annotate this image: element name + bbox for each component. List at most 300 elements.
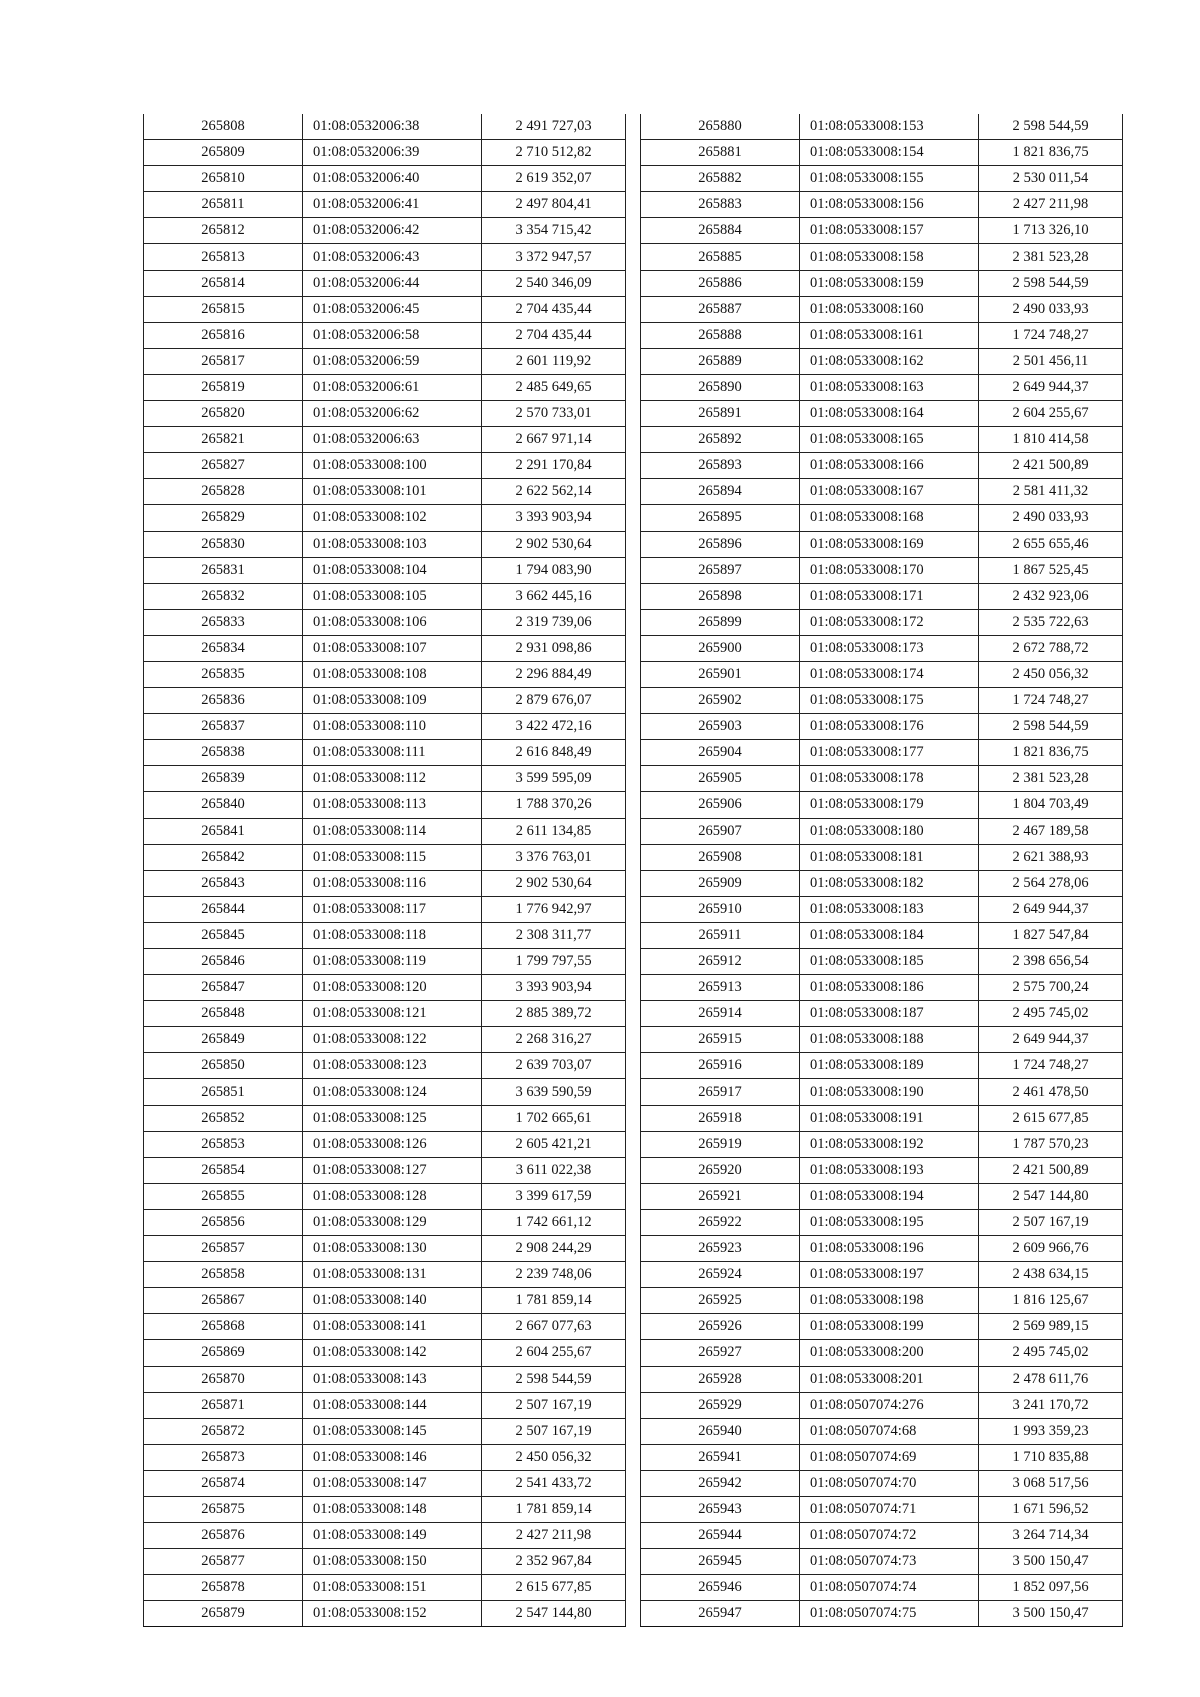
value-cell: 2 569 989,15 bbox=[979, 1314, 1123, 1340]
cadastral-number-cell: 01:08:0533008:123 bbox=[303, 1053, 482, 1079]
value-cell: 2 467 189,58 bbox=[979, 818, 1123, 844]
table-row bbox=[641, 1183, 1123, 1209]
table-row bbox=[641, 1575, 1123, 1601]
table-row bbox=[144, 1366, 626, 1392]
cadastral-number-cell: 01:08:0533008:141 bbox=[303, 1314, 482, 1340]
cadastral-number-cell: 01:08:0533008:158 bbox=[800, 244, 979, 270]
table-row bbox=[641, 1340, 1123, 1366]
cadastral-number-cell: 01:08:0533008:153 bbox=[800, 114, 979, 140]
value-cell: 2 609 966,76 bbox=[979, 1236, 1123, 1262]
record-id-cell: 265811 bbox=[144, 192, 303, 218]
value-cell: 2 902 530,64 bbox=[482, 870, 626, 896]
record-id-cell: 265890 bbox=[641, 374, 800, 400]
record-id-cell: 265839 bbox=[144, 766, 303, 792]
cadastral-number-cell: 01:08:0533008:171 bbox=[800, 583, 979, 609]
table-row bbox=[144, 1236, 626, 1262]
table-row bbox=[144, 374, 626, 400]
value-cell: 3 372 947,57 bbox=[482, 244, 626, 270]
cadastral-number-cell: 01:08:0533008:176 bbox=[800, 714, 979, 740]
record-id-cell: 265854 bbox=[144, 1157, 303, 1183]
record-id-cell: 265828 bbox=[144, 479, 303, 505]
cadastral-number-cell: 01:08:0533008:200 bbox=[800, 1340, 979, 1366]
record-id-cell: 265845 bbox=[144, 922, 303, 948]
table-row bbox=[641, 192, 1123, 218]
cadastral-number-cell: 01:08:0533008:177 bbox=[800, 740, 979, 766]
record-id-cell: 265847 bbox=[144, 975, 303, 1001]
table-row bbox=[641, 1027, 1123, 1053]
cadastral-number-cell: 01:08:0532006:40 bbox=[303, 166, 482, 192]
cadastral-number-cell: 01:08:0533008:178 bbox=[800, 766, 979, 792]
record-id-cell: 265844 bbox=[144, 896, 303, 922]
cadastral-number-cell: 01:08:0533008:131 bbox=[303, 1262, 482, 1288]
record-id-cell: 265889 bbox=[641, 348, 800, 374]
cadastral-number-cell: 01:08:0533008:124 bbox=[303, 1079, 482, 1105]
record-id-cell: 265830 bbox=[144, 531, 303, 557]
value-cell: 2 879 676,07 bbox=[482, 688, 626, 714]
value-cell: 1 787 570,23 bbox=[979, 1131, 1123, 1157]
record-id-cell: 265852 bbox=[144, 1105, 303, 1131]
table-row bbox=[144, 896, 626, 922]
record-id-cell: 265913 bbox=[641, 975, 800, 1001]
table-row bbox=[144, 1340, 626, 1366]
table-row bbox=[144, 296, 626, 322]
value-cell: 3 241 170,72 bbox=[979, 1392, 1123, 1418]
value-cell: 2 598 544,59 bbox=[979, 714, 1123, 740]
record-id-cell: 265919 bbox=[641, 1131, 800, 1157]
value-cell: 2 461 478,50 bbox=[979, 1079, 1123, 1105]
table-row bbox=[144, 1079, 626, 1105]
record-id-cell: 265868 bbox=[144, 1314, 303, 1340]
cadastral-number-cell: 01:08:0507074:75 bbox=[800, 1601, 979, 1627]
value-cell: 1 852 097,56 bbox=[979, 1575, 1123, 1601]
record-id-cell: 265917 bbox=[641, 1079, 800, 1105]
table-row bbox=[641, 714, 1123, 740]
value-cell: 2 598 544,59 bbox=[482, 1366, 626, 1392]
value-cell: 2 619 352,07 bbox=[482, 166, 626, 192]
cadastral-number-cell: 01:08:0533008:103 bbox=[303, 531, 482, 557]
table-row bbox=[641, 453, 1123, 479]
cadastral-number-cell: 01:08:0532006:44 bbox=[303, 270, 482, 296]
value-cell: 2 616 848,49 bbox=[482, 740, 626, 766]
table-row bbox=[144, 479, 626, 505]
cadastral-number-cell: 01:08:0532006:45 bbox=[303, 296, 482, 322]
cadastral-number-cell: 01:08:0533008:115 bbox=[303, 844, 482, 870]
cadastral-number-cell: 01:08:0532006:43 bbox=[303, 244, 482, 270]
record-id-cell: 265899 bbox=[641, 609, 800, 635]
cadastral-number-cell: 01:08:0533008:185 bbox=[800, 949, 979, 975]
value-cell: 2 495 745,02 bbox=[979, 1001, 1123, 1027]
value-cell: 2 507 167,19 bbox=[482, 1418, 626, 1444]
record-id-cell: 265891 bbox=[641, 401, 800, 427]
value-cell: 3 399 617,59 bbox=[482, 1183, 626, 1209]
table-row bbox=[641, 322, 1123, 348]
cadastral-number-cell: 01:08:0533008:128 bbox=[303, 1183, 482, 1209]
value-cell: 2 507 167,19 bbox=[979, 1209, 1123, 1235]
record-id-cell: 265911 bbox=[641, 922, 800, 948]
table-row bbox=[144, 844, 626, 870]
value-cell: 1 788 370,26 bbox=[482, 792, 626, 818]
value-cell: 2 381 523,28 bbox=[979, 766, 1123, 792]
cadastral-number-cell: 01:08:0533008:159 bbox=[800, 270, 979, 296]
table-row bbox=[641, 635, 1123, 661]
table-row bbox=[144, 1262, 626, 1288]
value-cell: 1 821 836,75 bbox=[979, 140, 1123, 166]
table-row bbox=[144, 1523, 626, 1549]
table-row bbox=[144, 583, 626, 609]
cadastral-number-cell: 01:08:0533008:196 bbox=[800, 1236, 979, 1262]
table-row bbox=[641, 218, 1123, 244]
right-table-body bbox=[641, 114, 1123, 1627]
value-cell: 2 655 655,46 bbox=[979, 531, 1123, 557]
cadastral-number-cell: 01:08:0533008:112 bbox=[303, 766, 482, 792]
value-cell: 3 068 517,56 bbox=[979, 1470, 1123, 1496]
record-id-cell: 265921 bbox=[641, 1183, 800, 1209]
value-cell: 1 724 748,27 bbox=[979, 1053, 1123, 1079]
table-row bbox=[144, 401, 626, 427]
cadastral-number-cell: 01:08:0533008:172 bbox=[800, 609, 979, 635]
table-row bbox=[641, 140, 1123, 166]
value-cell: 2 490 033,93 bbox=[979, 296, 1123, 322]
cadastral-number-cell: 01:08:0533008:145 bbox=[303, 1418, 482, 1444]
value-cell: 2 931 098,86 bbox=[482, 635, 626, 661]
record-id-cell: 265833 bbox=[144, 609, 303, 635]
record-id-cell: 265876 bbox=[144, 1523, 303, 1549]
cadastral-number-cell: 01:08:0533008:165 bbox=[800, 427, 979, 453]
record-id-cell: 265916 bbox=[641, 1053, 800, 1079]
value-cell: 2 704 435,44 bbox=[482, 322, 626, 348]
table-row bbox=[641, 1157, 1123, 1183]
table-row bbox=[641, 1288, 1123, 1314]
value-cell: 3 639 590,59 bbox=[482, 1079, 626, 1105]
record-id-cell: 265829 bbox=[144, 505, 303, 531]
table-row bbox=[144, 1470, 626, 1496]
record-id-cell: 265926 bbox=[641, 1314, 800, 1340]
value-cell: 2 622 562,14 bbox=[482, 479, 626, 505]
record-id-cell: 265840 bbox=[144, 792, 303, 818]
record-id-cell: 265817 bbox=[144, 348, 303, 374]
cadastral-number-cell: 01:08:0533008:183 bbox=[800, 896, 979, 922]
cadastral-number-cell: 01:08:0533008:162 bbox=[800, 348, 979, 374]
cadastral-number-cell: 01:08:0533008:146 bbox=[303, 1444, 482, 1470]
record-id-cell: 265837 bbox=[144, 714, 303, 740]
cadastral-number-cell: 01:08:0533008:144 bbox=[303, 1392, 482, 1418]
cadastral-number-cell: 01:08:0507074:72 bbox=[800, 1523, 979, 1549]
value-cell: 2 575 700,24 bbox=[979, 975, 1123, 1001]
cadastral-number-cell: 01:08:0533008:108 bbox=[303, 661, 482, 687]
cadastral-number-cell: 01:08:0533008:143 bbox=[303, 1366, 482, 1392]
record-id-cell: 265920 bbox=[641, 1157, 800, 1183]
table-row bbox=[144, 140, 626, 166]
table-row bbox=[641, 270, 1123, 296]
record-id-cell: 265905 bbox=[641, 766, 800, 792]
cadastral-number-cell: 01:08:0533008:197 bbox=[800, 1262, 979, 1288]
cadastral-number-cell: 01:08:0533008:179 bbox=[800, 792, 979, 818]
value-cell: 2 672 788,72 bbox=[979, 635, 1123, 661]
table-row bbox=[641, 975, 1123, 1001]
value-cell: 2 615 677,85 bbox=[979, 1105, 1123, 1131]
cadastral-number-cell: 01:08:0507074:71 bbox=[800, 1496, 979, 1522]
value-cell: 3 393 903,94 bbox=[482, 505, 626, 531]
record-id-cell: 265834 bbox=[144, 635, 303, 661]
record-id-cell: 265857 bbox=[144, 1236, 303, 1262]
record-id-cell: 265895 bbox=[641, 505, 800, 531]
record-id-cell: 265894 bbox=[641, 479, 800, 505]
table-row bbox=[641, 1314, 1123, 1340]
value-cell: 2 421 500,89 bbox=[979, 453, 1123, 479]
record-id-cell: 265850 bbox=[144, 1053, 303, 1079]
cadastral-number-cell: 01:08:0533008:166 bbox=[800, 453, 979, 479]
record-id-cell: 265943 bbox=[641, 1496, 800, 1522]
record-id-cell: 265875 bbox=[144, 1496, 303, 1522]
table-row bbox=[641, 374, 1123, 400]
record-id-cell: 265879 bbox=[144, 1601, 303, 1627]
record-id-cell: 265897 bbox=[641, 557, 800, 583]
record-id-cell: 265924 bbox=[641, 1262, 800, 1288]
record-id-cell: 265812 bbox=[144, 218, 303, 244]
table-row bbox=[641, 949, 1123, 975]
cadastral-number-cell: 01:08:0532006:59 bbox=[303, 348, 482, 374]
cadastral-number-cell: 01:08:0533008:194 bbox=[800, 1183, 979, 1209]
record-id-cell: 265848 bbox=[144, 1001, 303, 1027]
cadastral-number-cell: 01:08:0533008:170 bbox=[800, 557, 979, 583]
table-row bbox=[641, 1131, 1123, 1157]
cadastral-number-cell: 01:08:0533008:186 bbox=[800, 975, 979, 1001]
cadastral-number-cell: 01:08:0533008:105 bbox=[303, 583, 482, 609]
cadastral-number-cell: 01:08:0533008:182 bbox=[800, 870, 979, 896]
cadastral-number-cell: 01:08:0533008:113 bbox=[303, 792, 482, 818]
cadastral-number-cell: 01:08:0533008:184 bbox=[800, 922, 979, 948]
table-row bbox=[641, 1444, 1123, 1470]
record-id-cell: 265841 bbox=[144, 818, 303, 844]
table-row bbox=[144, 740, 626, 766]
cadastral-number-cell: 01:08:0532006:62 bbox=[303, 401, 482, 427]
record-id-cell: 265869 bbox=[144, 1340, 303, 1366]
record-id-cell: 265912 bbox=[641, 949, 800, 975]
table-row bbox=[144, 1314, 626, 1340]
record-id-cell: 265944 bbox=[641, 1523, 800, 1549]
record-id-cell: 265849 bbox=[144, 1027, 303, 1053]
record-id-cell: 265906 bbox=[641, 792, 800, 818]
value-cell: 1 827 547,84 bbox=[979, 922, 1123, 948]
value-cell: 1 993 359,23 bbox=[979, 1418, 1123, 1444]
value-cell: 2 604 255,67 bbox=[482, 1340, 626, 1366]
cadastral-number-cell: 01:08:0533008:189 bbox=[800, 1053, 979, 1079]
value-cell: 3 376 763,01 bbox=[482, 844, 626, 870]
table-row bbox=[144, 1183, 626, 1209]
table-row bbox=[641, 1470, 1123, 1496]
value-cell: 2 497 804,41 bbox=[482, 192, 626, 218]
table-row bbox=[144, 609, 626, 635]
value-cell: 2 704 435,44 bbox=[482, 296, 626, 322]
table-row bbox=[144, 505, 626, 531]
table-row bbox=[144, 1601, 626, 1627]
value-cell: 2 319 739,06 bbox=[482, 609, 626, 635]
value-cell: 2 291 170,84 bbox=[482, 453, 626, 479]
value-cell: 1 867 525,45 bbox=[979, 557, 1123, 583]
value-cell: 2 438 634,15 bbox=[979, 1262, 1123, 1288]
record-id-cell: 265888 bbox=[641, 322, 800, 348]
value-cell: 2 570 733,01 bbox=[482, 401, 626, 427]
cadastral-number-cell: 01:08:0507074:69 bbox=[800, 1444, 979, 1470]
record-id-cell: 265855 bbox=[144, 1183, 303, 1209]
cadastral-number-cell: 01:08:0533008:155 bbox=[800, 166, 979, 192]
table-row bbox=[144, 427, 626, 453]
record-id-cell: 265946 bbox=[641, 1575, 800, 1601]
cadastral-number-cell: 01:08:0533008:173 bbox=[800, 635, 979, 661]
record-id-cell: 265885 bbox=[641, 244, 800, 270]
value-cell: 3 599 595,09 bbox=[482, 766, 626, 792]
record-id-cell: 265816 bbox=[144, 322, 303, 348]
table-row bbox=[641, 1079, 1123, 1105]
value-cell: 2 239 748,06 bbox=[482, 1262, 626, 1288]
table-row bbox=[144, 1053, 626, 1079]
cadastral-number-cell: 01:08:0533008:107 bbox=[303, 635, 482, 661]
record-id-cell: 265821 bbox=[144, 427, 303, 453]
value-cell: 1 671 596,52 bbox=[979, 1496, 1123, 1522]
table-row bbox=[144, 1209, 626, 1235]
record-id-cell: 265941 bbox=[641, 1444, 800, 1470]
cadastral-number-cell: 01:08:0533008:110 bbox=[303, 714, 482, 740]
cadastral-number-cell: 01:08:0533008:106 bbox=[303, 609, 482, 635]
table-row bbox=[144, 1444, 626, 1470]
cadastral-number-cell: 01:08:0533008:109 bbox=[303, 688, 482, 714]
cadastral-number-cell: 01:08:0533008:180 bbox=[800, 818, 979, 844]
record-id-cell: 265872 bbox=[144, 1418, 303, 1444]
value-cell: 2 547 144,80 bbox=[979, 1183, 1123, 1209]
cadastral-number-cell: 01:08:0533008:151 bbox=[303, 1575, 482, 1601]
table-row bbox=[641, 792, 1123, 818]
cadastral-number-cell: 01:08:0533008:175 bbox=[800, 688, 979, 714]
record-id-cell: 265901 bbox=[641, 661, 800, 687]
record-id-cell: 265947 bbox=[641, 1601, 800, 1627]
record-id-cell: 265909 bbox=[641, 870, 800, 896]
value-cell: 2 352 967,84 bbox=[482, 1549, 626, 1575]
cadastral-number-cell: 01:08:0532006:63 bbox=[303, 427, 482, 453]
record-id-cell: 265903 bbox=[641, 714, 800, 740]
record-id-cell: 265877 bbox=[144, 1549, 303, 1575]
value-cell: 2 421 500,89 bbox=[979, 1157, 1123, 1183]
table-row bbox=[144, 975, 626, 1001]
value-cell: 3 354 715,42 bbox=[482, 218, 626, 244]
record-id-cell: 265832 bbox=[144, 583, 303, 609]
record-id-cell: 265918 bbox=[641, 1105, 800, 1131]
table-row bbox=[144, 661, 626, 687]
record-id-cell: 265928 bbox=[641, 1366, 800, 1392]
table-row bbox=[144, 635, 626, 661]
cadastral-number-cell: 01:08:0533008:201 bbox=[800, 1366, 979, 1392]
record-id-cell: 265892 bbox=[641, 427, 800, 453]
table-row bbox=[641, 1418, 1123, 1444]
cadastral-number-cell: 01:08:0507074:70 bbox=[800, 1470, 979, 1496]
table-row bbox=[641, 427, 1123, 453]
record-id-cell: 265808 bbox=[144, 114, 303, 140]
cadastral-number-cell: 01:08:0533008:154 bbox=[800, 140, 979, 166]
value-cell: 1 776 942,97 bbox=[482, 896, 626, 922]
value-cell: 2 450 056,32 bbox=[979, 661, 1123, 687]
value-cell: 2 501 456,11 bbox=[979, 348, 1123, 374]
cadastral-number-cell: 01:08:0533008:169 bbox=[800, 531, 979, 557]
cadastral-number-cell: 01:08:0533008:198 bbox=[800, 1288, 979, 1314]
table-row bbox=[641, 661, 1123, 687]
record-id-cell: 265813 bbox=[144, 244, 303, 270]
table-row bbox=[144, 714, 626, 740]
cadastral-number-cell: 01:08:0533008:181 bbox=[800, 844, 979, 870]
value-cell: 2 491 727,03 bbox=[482, 114, 626, 140]
record-id-cell: 265907 bbox=[641, 818, 800, 844]
record-id-cell: 265883 bbox=[641, 192, 800, 218]
table-row bbox=[641, 1523, 1123, 1549]
left-table bbox=[143, 114, 626, 1627]
cadastral-number-cell: 01:08:0533008:164 bbox=[800, 401, 979, 427]
table-row bbox=[144, 244, 626, 270]
record-id-cell: 265846 bbox=[144, 949, 303, 975]
table-row bbox=[144, 1131, 626, 1157]
record-id-cell: 265819 bbox=[144, 374, 303, 400]
value-cell: 2 547 144,80 bbox=[482, 1601, 626, 1627]
record-id-cell: 265915 bbox=[641, 1027, 800, 1053]
record-id-cell: 265853 bbox=[144, 1131, 303, 1157]
value-cell: 1 710 835,88 bbox=[979, 1444, 1123, 1470]
value-cell: 1 713 326,10 bbox=[979, 218, 1123, 244]
cadastral-number-cell: 01:08:0533008:140 bbox=[303, 1288, 482, 1314]
table-row bbox=[641, 479, 1123, 505]
cadastral-number-cell: 01:08:0533008:187 bbox=[800, 1001, 979, 1027]
cadastral-number-cell: 01:08:0532006:42 bbox=[303, 218, 482, 244]
cadastral-number-cell: 01:08:0533008:193 bbox=[800, 1157, 979, 1183]
table-row bbox=[641, 1053, 1123, 1079]
table-row bbox=[641, 296, 1123, 322]
cadastral-number-cell: 01:08:0533008:126 bbox=[303, 1131, 482, 1157]
value-cell: 2 601 119,92 bbox=[482, 348, 626, 374]
table-row bbox=[144, 1392, 626, 1418]
table-row bbox=[144, 1027, 626, 1053]
cadastral-number-cell: 01:08:0533008:168 bbox=[800, 505, 979, 531]
value-cell: 3 500 150,47 bbox=[979, 1601, 1123, 1627]
table-row bbox=[641, 1236, 1123, 1262]
value-cell: 2 540 346,09 bbox=[482, 270, 626, 296]
value-cell: 3 500 150,47 bbox=[979, 1549, 1123, 1575]
record-id-cell: 265900 bbox=[641, 635, 800, 661]
value-cell: 2 649 944,37 bbox=[979, 1027, 1123, 1053]
value-cell: 1 724 748,27 bbox=[979, 688, 1123, 714]
table-row bbox=[144, 166, 626, 192]
value-cell: 2 649 944,37 bbox=[979, 374, 1123, 400]
value-cell: 2 478 611,76 bbox=[979, 1366, 1123, 1392]
table-row bbox=[641, 1496, 1123, 1522]
value-cell: 2 581 411,32 bbox=[979, 479, 1123, 505]
table-row bbox=[641, 244, 1123, 270]
cadastral-number-cell: 01:08:0533008:160 bbox=[800, 296, 979, 322]
record-id-cell: 265925 bbox=[641, 1288, 800, 1314]
record-id-cell: 265887 bbox=[641, 296, 800, 322]
cadastral-number-cell: 01:08:0507074:68 bbox=[800, 1418, 979, 1444]
value-cell: 2 885 389,72 bbox=[482, 1001, 626, 1027]
cadastral-number-cell: 01:08:0533008:199 bbox=[800, 1314, 979, 1340]
cadastral-number-cell: 01:08:0533008:167 bbox=[800, 479, 979, 505]
cadastral-number-cell: 01:08:0533008:118 bbox=[303, 922, 482, 948]
table-row bbox=[144, 1288, 626, 1314]
table-row bbox=[641, 896, 1123, 922]
table-row bbox=[641, 348, 1123, 374]
record-id-cell: 265809 bbox=[144, 140, 303, 166]
table-row bbox=[144, 453, 626, 479]
value-cell: 1 724 748,27 bbox=[979, 322, 1123, 348]
value-cell: 2 605 421,21 bbox=[482, 1131, 626, 1157]
cadastral-number-cell: 01:08:0533008:125 bbox=[303, 1105, 482, 1131]
record-id-cell: 265884 bbox=[641, 218, 800, 244]
table-row bbox=[144, 270, 626, 296]
table-row bbox=[144, 766, 626, 792]
